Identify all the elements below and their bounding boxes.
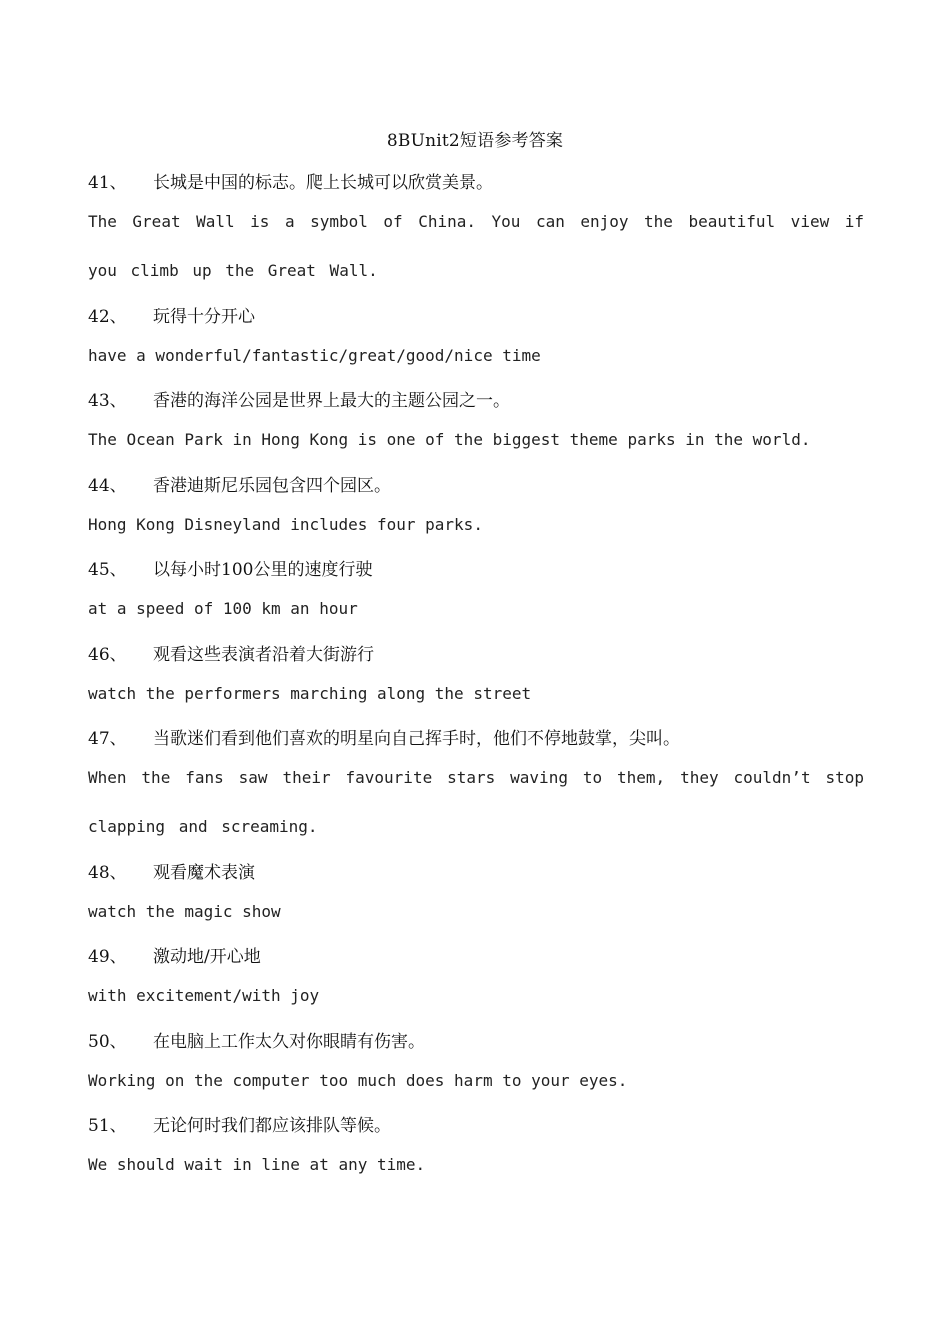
- question-number: 49、: [88, 947, 127, 967]
- question-41: [88, 168, 493, 193]
- question-text-zh: 观看这些表演者沿着大街游行: [153, 645, 374, 665]
- question-text-zh: 长城是中国的标志。爬上长城可以欣赏美景。: [153, 173, 493, 193]
- answer-50: Working on the computer too much does harm to your eyes.: [88, 1071, 628, 1090]
- answer-46: watch the performers marching along the street: [88, 684, 532, 703]
- question-text-zh: 无论何时我们都应该排队等候。: [153, 1116, 391, 1136]
- question-text-zh: 玩得十分开心: [153, 307, 255, 327]
- question-number: 47、: [88, 729, 127, 749]
- question-43: [88, 386, 510, 411]
- question-number: 46、: [88, 645, 127, 665]
- question-text-zh: 激动地/开心地: [153, 947, 261, 967]
- question-text-zh: 观看魔术表演: [153, 863, 255, 883]
- question-number: 43、: [88, 391, 127, 411]
- question-text-zh: 在电脑上工作太久对你眼睛有伤害。: [153, 1032, 425, 1052]
- question-number: 48、: [88, 863, 127, 883]
- answer-41: The Great Wall is a symbol of China. You can enjoy the beautiful view if you climb up the Great Wall.: [88, 212, 864, 280]
- question-text-zh: 以每小时100公里的速度行驶: [153, 560, 373, 580]
- document-title: 8BUnit2短语参考答案: [386, 131, 564, 151]
- answer-48: watch the magic show: [88, 902, 281, 921]
- answer-42: have a wonderful/fantastic/great/good/nice time: [88, 346, 541, 365]
- question-45: [88, 555, 372, 580]
- question-number: 50、: [88, 1032, 127, 1052]
- question-47: [88, 724, 680, 749]
- question-44: [88, 471, 391, 496]
- answer-49: with excitement/with joy: [88, 986, 320, 1005]
- question-number: 42、: [88, 307, 127, 327]
- answer-44: Hong Kong Disneyland includes four parks.: [88, 515, 483, 534]
- question-number: 45、: [88, 560, 127, 580]
- question-text-zh: 当歌迷们看到他们喜欢的明星向自己挥手时，他们不停地鼓掌，尖叫。: [153, 729, 680, 749]
- question-46: [88, 640, 374, 665]
- question-text-zh: 香港迪斯尼乐园包含四个园区。: [153, 476, 391, 496]
- question-text-zh: 香港的海洋公园是世界上最大的主题公园之一。: [153, 391, 510, 411]
- answer-43: The Ocean Park in Hong Kong is one of the biggest theme parks in the world.: [88, 430, 811, 449]
- answer-51: We should wait in line at any time.: [88, 1155, 426, 1174]
- answer-45: at a speed of 100 km an hour: [88, 599, 358, 618]
- question-number: 51、: [88, 1116, 127, 1136]
- question-51: [88, 1111, 391, 1136]
- answer-47: When the fans saw their favourite stars waving to them, they couldn’t stop clapping and screaming.: [88, 768, 864, 836]
- question-49: [88, 942, 261, 967]
- question-number: 41、: [88, 173, 127, 193]
- question-48: [88, 858, 255, 883]
- question-number: 44、: [88, 476, 127, 496]
- question-42: [88, 302, 255, 327]
- question-50: [88, 1027, 425, 1052]
